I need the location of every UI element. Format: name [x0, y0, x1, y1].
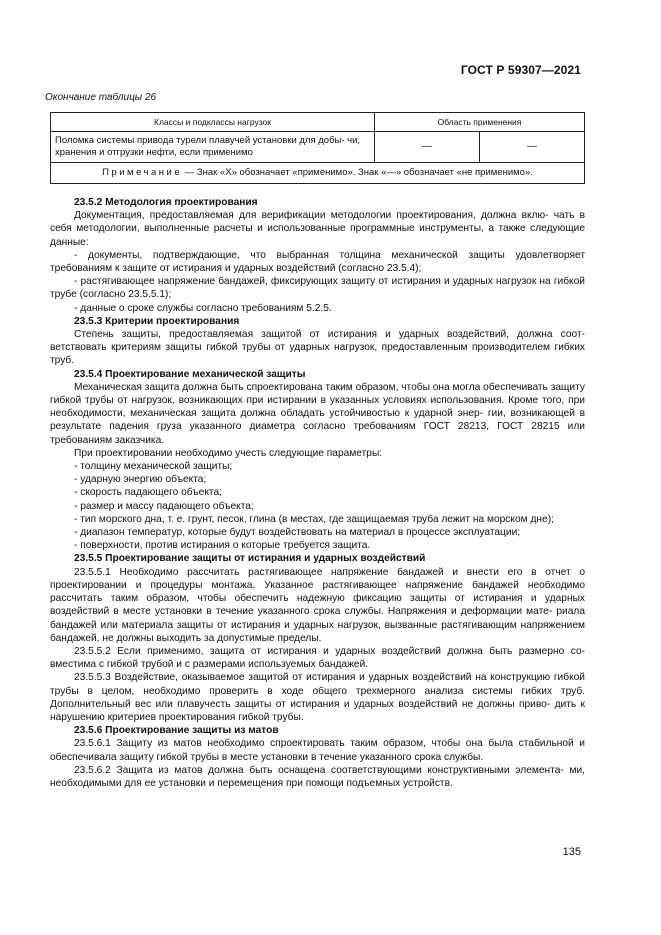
- paragraph: 23.5.6.1 Защиту из матов необходимо спроектировать таким образом, чтобы она была стабильной и обеспечивала защиту гибкой трубы в месте установки в течение указанного срока службы.: [50, 738, 585, 763]
- paragraph: Степень защиты, предоставляемая защитой от истирания и ударных воздействий, должна соот- ветствовать критериям защиты гибкой трубы от ударных нагрузок, предоставленным производителем гибких труб.: [50, 329, 585, 367]
- cell-value: —: [375, 132, 480, 163]
- column-header-load-classes: Классы и подклассы нагрузок: [51, 113, 375, 132]
- list-item: - толщину механической защиты;: [74, 461, 233, 473]
- column-header-application-area: Область применения: [375, 113, 585, 132]
- list-item: - данные о сроке службы согласно требованиям 5.2.5.: [74, 302, 332, 314]
- document-code: ГОСТ Р 59307—2021: [460, 63, 581, 77]
- section-heading: 23.5.5 Проектирование защиты от истирания и ударных воздействий: [74, 553, 426, 565]
- table-row: [51, 132, 585, 163]
- list-item: - ударную энергию объекта;: [74, 474, 207, 486]
- section-heading: 23.5.3 Критерии проектирования: [74, 315, 240, 327]
- table-note-row: [51, 163, 585, 184]
- list-item: - тип морского дна, т. е. грунт, песок, глина (в местах, где защищаемая труба лежит на морском дне);: [74, 513, 554, 525]
- list-item: - документы, подтверждающие, что выбранная толщина механической защиты удовлетворяет требованиям к защите от истирания и ударных воздействий (согласно 23.5.4);: [50, 249, 585, 275]
- paragraph: Механическая защита должна быть спроектирована таким образом, чтобы она могла обеспечивать защиту гибкой трубы от нагрузок, возникающих при истирании в указанных условиях использования. Кроме того, при необходимости, механическая защита должна обладать устойчивостью к ударной энер- гии, возникающей в результате падения груза указанного диаметра согласно требованиям ГОСТ 28213, ГОСТ 28215 или требованиям заказчика.: [50, 381, 585, 446]
- row-label: Поломка системы привода турели плавучей установки для добы- чи, хранения и отгрузки нефти, если применимо: [51, 132, 375, 163]
- list-item: - растягивающее напряжение бандажей, фиксирующих защиту от истирания и ударных нагрузок на гибкой трубе (согласно 23.5.5.1);: [50, 276, 585, 301]
- paragraph: 23.5.5.2 Если применимо, защита от истирания и ударных воздействий должна быть размерно со- вместима с гибкой трубой и с размерами используемых бандажей.: [50, 645, 585, 671]
- table-26: [50, 112, 585, 184]
- body-text: [50, 196, 585, 790]
- paragraph: Документация, предоставляемая для верификации методологии проектирования, должна вклю- чать в себя методологии, выполненные расчеты и использованные программные инструменты, а также следующие данные:: [50, 210, 585, 248]
- table-note: [51, 163, 585, 184]
- section-heading: 23.5.2 Методология проектирования: [74, 197, 258, 208]
- section-heading: 23.5.6 Проектирование защиты из матов: [74, 725, 279, 737]
- table-header-row: [51, 113, 585, 132]
- paragraph: 23.5.5.3 Воздействие, оказываемое защитой от истирания и ударных воздействий на конструкцию гибкой трубы в целом, необходимо проверить в ходе общего трехмерного анализа системы гибких труб. Дополнительный вес или плавучесть защиты от истирания и ударных воздействий не должны приво- дить к нарушению критериев проектирования гибкой трубы.: [50, 672, 585, 723]
- cell-value: —: [480, 132, 585, 163]
- list-item: - скорость падающего объекта;: [74, 487, 222, 499]
- list-item: - размер и массу падающего объекта;: [74, 500, 254, 512]
- note-label: Примечание: [102, 167, 183, 178]
- paragraph: 23.5.5.1 Необходимо рассчитать растягивающее напряжение бандажей и внести его в отчет о проектировании и процедуры монтажа. Указанное растягивающее напряжение бандажей необходимо рассчитать таким образом, чтобы обеспечить надежную фиксацию защиты от истирания и ударных воздействий в месте установки в течение указанного срока службы. Напряжения и деформации мате- риала бандажей или материала защиты от истирания и ударных нагрузок, вызванные растягивающим напряжением бандажей, не должны выходить за допустимые пределы.: [50, 566, 585, 644]
- page-number: 135: [562, 846, 581, 858]
- section-heading: 23.5.4 Проектирование механической защиты: [74, 368, 306, 380]
- paragraph: 23.5.6.2 Защита из матов должна быть оснащена соответствующими конструктивными элемента- ми, необходимыми для ее установки и перемещения при помощи подъемных устройств.: [50, 764, 585, 789]
- paragraph: При проектировании необходимо учесть следующие параметры:: [74, 447, 383, 459]
- table-continuation-caption: Окончание таблицы 26: [45, 92, 157, 103]
- list-item: - диапазон температур, которые будут воздействовать на материал в процессе эксплуатации;: [74, 527, 521, 539]
- note-text: — Знак «X» обозначает «применимо». Знак «—» обозначает «не применимо».: [182, 167, 533, 178]
- list-item: - поверхности, против истирания о которые требуется защита.: [74, 540, 371, 552]
